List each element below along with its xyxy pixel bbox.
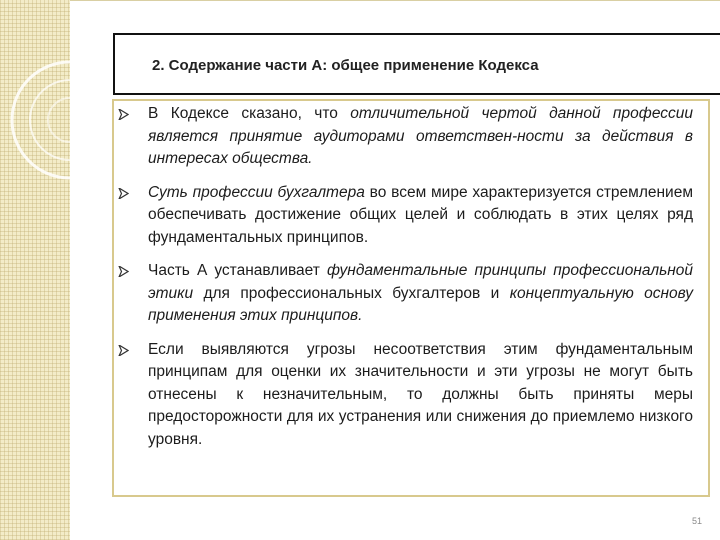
arrowhead-bullet-icon (118, 345, 129, 356)
bullet-item (118, 339, 693, 452)
slide-title: 2. Содержание части А: общее применение Кодекса (152, 57, 539, 74)
bullet-text: для профессиональных бухгалтеров и (193, 284, 510, 302)
bullet-item (118, 182, 693, 250)
bullet-text: Если выявляются угрозы несоответствия этим фундаментальным принципам для оценки их значительности и эти угрозы не могут быть отнесены к незначительным, то должны быть приняты меры предосторожности для их устранения или снижения до приемлемо низкого уровня. (148, 340, 693, 448)
bullet-text: В Кодексе сказано, что (148, 105, 351, 122)
bullet-text: Часть А устанавливает (148, 262, 327, 279)
decorative-side-strip (0, 0, 70, 540)
bullet-item (118, 103, 693, 171)
top-rule (70, 0, 720, 1)
arrowhead-bullet-icon (118, 109, 129, 120)
bullet-text-italic: фундаментальные принципы профессиональной этики (148, 262, 693, 302)
bullet-list (118, 103, 693, 462)
bullet-item (118, 260, 693, 328)
page-number: 51 (691, 516, 702, 526)
bullet-text-italic: концептуальную основу применения этих принципов. (148, 284, 694, 324)
bullet-text: во всем мире характеризуется стремлением обеспечивать достижение общих целей и соблюдать в этих целях ряд фундаментальных принципов. (148, 183, 693, 246)
bullet-text-italic: отличительной чертой данной профессии является принятие аудиторами ответствен-ности за действия в интересах общества. (148, 105, 694, 167)
circles-decoration (0, 0, 70, 540)
arrowhead-bullet-icon (118, 188, 129, 199)
arrowhead-bullet-icon (118, 266, 129, 277)
bullet-text-italic: Суть профессии бухгалтера (148, 183, 365, 201)
